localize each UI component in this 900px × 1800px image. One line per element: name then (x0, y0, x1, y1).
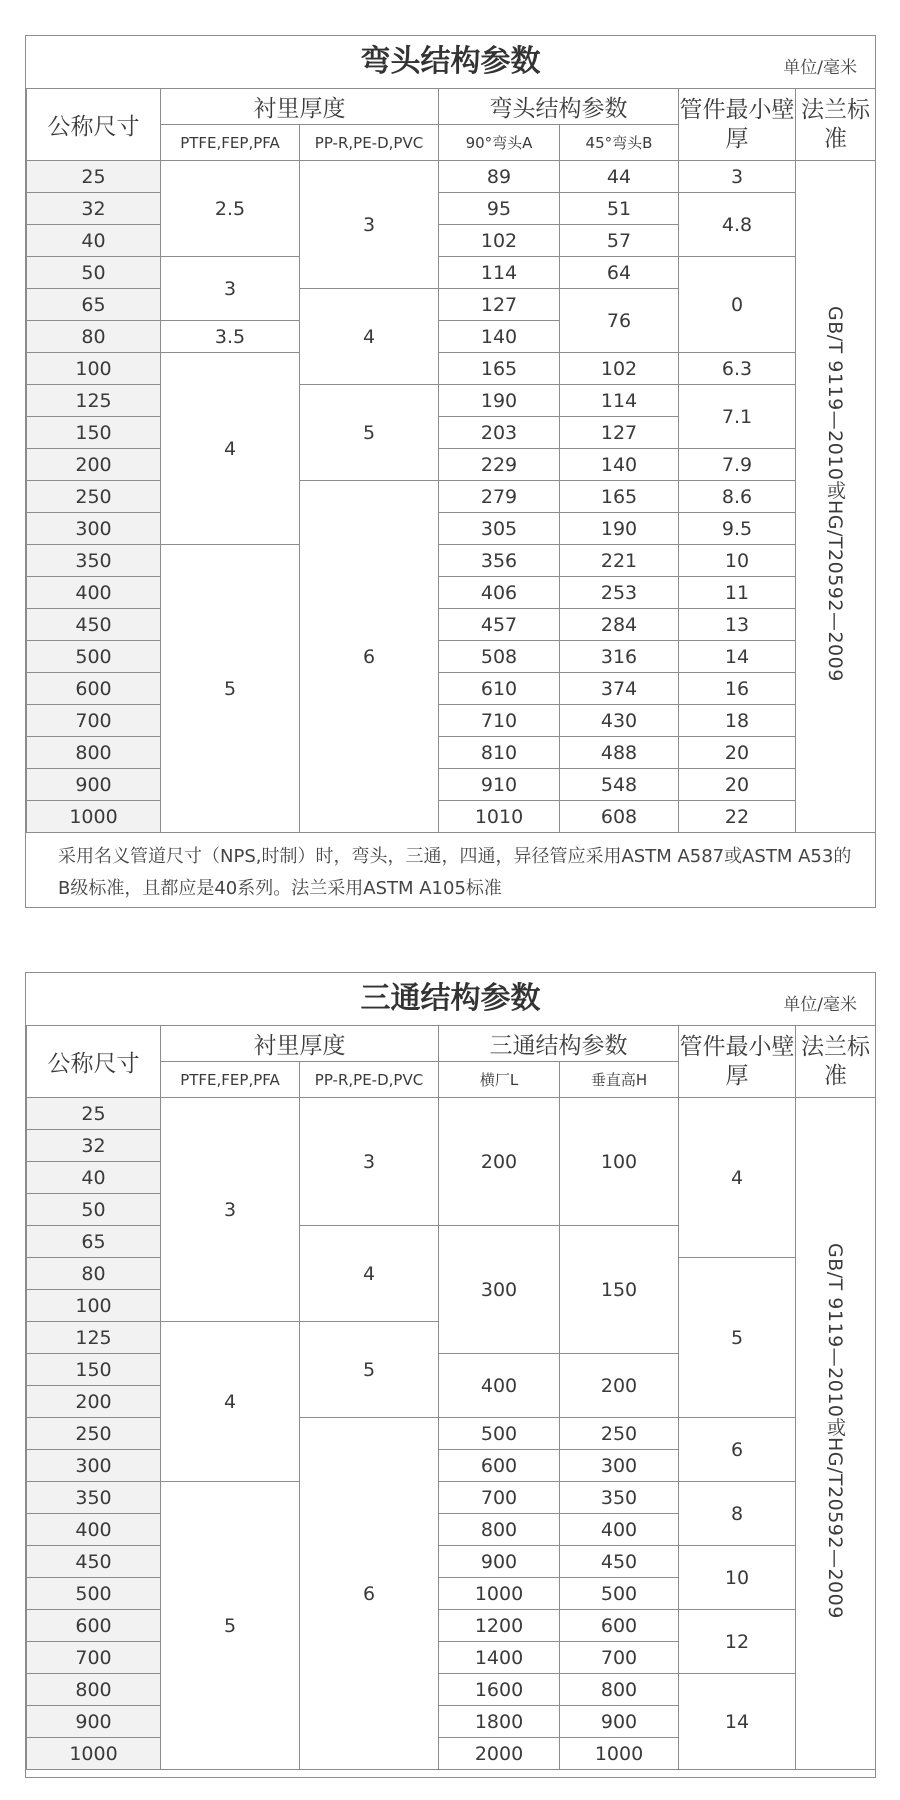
nominal-size-cell: 600 (27, 673, 161, 705)
elbow-unit-label: 单位/毫米 (783, 58, 857, 78)
tee-h-cell: 350 (560, 1482, 679, 1514)
wall-cell: 4 (679, 1098, 796, 1258)
tee-l-cell: 1200 (439, 1610, 560, 1642)
wall-cell: 18 (679, 705, 796, 737)
nominal-size-cell: 150 (27, 1354, 161, 1386)
header-lining-thickness: 衬里厚度 (161, 89, 439, 125)
elbow-a-cell: 610 (439, 673, 560, 705)
nominal-size-cell: 250 (27, 1418, 161, 1450)
tee-h-cell: 800 (560, 1674, 679, 1706)
elbow-a-cell: 95 (439, 193, 560, 225)
tee-h-cell: 200 (560, 1354, 679, 1418)
lining-a-cell: 4 (161, 353, 300, 545)
tee-l-cell: 700 (439, 1482, 560, 1514)
tee-h-cell: 300 (560, 1450, 679, 1482)
wall-cell: 8 (679, 1482, 796, 1546)
tee-l-cell: 600 (439, 1450, 560, 1482)
nominal-size-cell: 65 (27, 1226, 161, 1258)
header-elbow-45b: 45°弯头B (560, 125, 679, 161)
elbow-a-cell: 457 (439, 609, 560, 641)
elbow-b-cell: 253 (560, 577, 679, 609)
elbow-table-title: 弯头结构参数 (360, 44, 541, 79)
header-flange-standard: 法兰标准 (796, 89, 876, 161)
elbow-a-cell: 1010 (439, 801, 560, 833)
lining-a-cell: 5 (161, 545, 300, 833)
tee-l-cell: 300 (439, 1226, 560, 1354)
nominal-size-cell: 65 (27, 289, 161, 321)
nominal-size-cell: 100 (27, 1290, 161, 1322)
elbow-a-cell: 279 (439, 481, 560, 513)
nominal-size-cell: 600 (27, 1610, 161, 1642)
elbow-table (26, 88, 876, 833)
tee-table-title: 三通结构参数 (360, 981, 541, 1016)
header-lining-thickness: 衬里厚度 (161, 1026, 439, 1062)
elbow-a-cell: 406 (439, 577, 560, 609)
tee-h-cell: 700 (560, 1642, 679, 1674)
elbow-a-cell: 140 (439, 321, 560, 353)
elbow-a-cell: 102 (439, 225, 560, 257)
elbow-b-cell: 548 (560, 769, 679, 801)
flange-standard-text: GB/T 9119—2010或HG/T20592—2009 (824, 306, 846, 682)
tee-unit-label: 单位/毫米 (783, 995, 857, 1015)
nominal-size-cell: 450 (27, 1546, 161, 1578)
tee-l-cell: 2000 (439, 1738, 560, 1770)
elbow-b-cell: 430 (560, 705, 679, 737)
tee-parameters-panel (25, 972, 876, 1778)
lining-a-cell: 3.5 (161, 321, 300, 353)
nominal-size-cell: 125 (27, 1322, 161, 1354)
wall-cell: 10 (679, 1546, 796, 1610)
wall-cell: 12 (679, 1610, 796, 1674)
nominal-size-cell: 125 (27, 385, 161, 417)
wall-cell: 20 (679, 769, 796, 801)
header-lining-pp: PP-R,PE-D,PVC (300, 125, 439, 161)
elbow-b-cell: 57 (560, 225, 679, 257)
tee-h-cell: 150 (560, 1226, 679, 1354)
lining-b-cell: 5 (300, 1322, 439, 1418)
elbow-a-cell: 356 (439, 545, 560, 577)
header-min-wall-thickness: 管件最小壁厚 (679, 1026, 796, 1098)
elbow-b-cell: 488 (560, 737, 679, 769)
wall-cell: 7.1 (679, 385, 796, 449)
nominal-size-cell: 500 (27, 1578, 161, 1610)
flange-standard-text: GB/T 9119—2010或HG/T20592—2009 (824, 1243, 846, 1619)
wall-cell: 20 (679, 737, 796, 769)
tee-h-cell: 400 (560, 1514, 679, 1546)
nominal-size-cell: 40 (27, 225, 161, 257)
header-lining-pp: PP-R,PE-D,PVC (300, 1062, 439, 1098)
nominal-size-cell: 25 (27, 1098, 161, 1130)
nominal-size-cell: 200 (27, 1386, 161, 1418)
nominal-size-cell: 700 (27, 705, 161, 737)
tee-h-cell: 1000 (560, 1738, 679, 1770)
tee-h-cell: 900 (560, 1706, 679, 1738)
elbow-a-cell: 508 (439, 641, 560, 673)
lining-b-cell: 4 (300, 289, 439, 385)
elbow-table-note: 采用名义管道尺寸（NPS,时制）时，弯头，三通，四通，异径管应采用ASTM A587或ASTM A53的B级标准，且都应是40系列。法兰采用ASTM A105标准 (58, 846, 852, 899)
nominal-size-cell: 25 (27, 161, 161, 193)
elbow-b-cell: 51 (560, 193, 679, 225)
elbow-b-cell: 165 (560, 481, 679, 513)
elbow-parameters-panel (25, 35, 876, 908)
nominal-size-cell: 1000 (27, 1738, 161, 1770)
wall-cell: 13 (679, 609, 796, 641)
nominal-size-cell: 200 (27, 449, 161, 481)
elbow-b-cell: 44 (560, 161, 679, 193)
elbow-b-cell: 374 (560, 673, 679, 705)
wall-cell: 14 (679, 1674, 796, 1770)
tee-h-cell: 600 (560, 1610, 679, 1642)
elbow-a-cell: 305 (439, 513, 560, 545)
wall-cell: 5 (679, 1258, 796, 1418)
header-nominal-size: 公称尺寸 (27, 89, 161, 161)
tee-l-cell: 1400 (439, 1642, 560, 1674)
elbow-b-cell: 608 (560, 801, 679, 833)
wall-cell: 3 (679, 161, 796, 193)
wall-cell: 4.8 (679, 193, 796, 257)
lining-b-cell: 3 (300, 161, 439, 289)
wall-cell: 8.6 (679, 481, 796, 513)
nominal-size-cell: 900 (27, 1706, 161, 1738)
elbow-b-cell: 221 (560, 545, 679, 577)
elbow-a-cell: 810 (439, 737, 560, 769)
elbow-a-cell: 190 (439, 385, 560, 417)
lining-a-cell: 5 (161, 1482, 300, 1770)
lining-b-cell: 4 (300, 1226, 439, 1322)
tee-table (26, 1025, 876, 1770)
nominal-size-cell: 350 (27, 545, 161, 577)
lining-a-cell: 4 (161, 1322, 300, 1482)
elbow-a-cell: 89 (439, 161, 560, 193)
elbow-b-cell: 114 (560, 385, 679, 417)
elbow-a-cell: 114 (439, 257, 560, 289)
elbow-b-cell: 64 (560, 257, 679, 289)
tee-l-cell: 1000 (439, 1578, 560, 1610)
nominal-size-cell: 50 (27, 257, 161, 289)
header-lining-ptfe: PTFE,FEP,PFA (161, 1062, 300, 1098)
nominal-size-cell: 700 (27, 1642, 161, 1674)
elbow-b-cell: 316 (560, 641, 679, 673)
lining-b-cell: 5 (300, 385, 439, 481)
tee-h-cell: 250 (560, 1418, 679, 1450)
tee-l-cell: 500 (439, 1418, 560, 1450)
tee-l-cell: 400 (439, 1354, 560, 1418)
header-elbow-structure: 弯头结构参数 (439, 89, 679, 125)
header-min-wall-thickness: 管件最小壁厚 (679, 89, 796, 161)
lining-b-cell: 3 (300, 1098, 439, 1226)
header-nominal-size: 公称尺寸 (27, 1026, 161, 1098)
elbow-a-cell: 127 (439, 289, 560, 321)
nominal-size-cell: 32 (27, 193, 161, 225)
wall-cell: 11 (679, 577, 796, 609)
nominal-size-cell: 500 (27, 641, 161, 673)
wall-cell: 0 (679, 257, 796, 353)
nominal-size-cell: 40 (27, 1162, 161, 1194)
tee-h-cell: 500 (560, 1578, 679, 1610)
header-lining-ptfe: PTFE,FEP,PFA (161, 125, 300, 161)
flange-standard-cell (796, 161, 876, 833)
elbow-b-cell: 190 (560, 513, 679, 545)
elbow-b-cell: 76 (560, 289, 679, 353)
wall-cell: 6.3 (679, 353, 796, 385)
elbow-b-cell: 102 (560, 353, 679, 385)
wall-cell: 22 (679, 801, 796, 833)
tee-l-cell: 900 (439, 1546, 560, 1578)
elbow-a-cell: 229 (439, 449, 560, 481)
tee-h-cell: 100 (560, 1098, 679, 1226)
lining-a-cell: 3 (161, 257, 300, 321)
nominal-size-cell: 900 (27, 769, 161, 801)
nominal-size-cell: 100 (27, 353, 161, 385)
wall-cell: 14 (679, 641, 796, 673)
nominal-size-cell: 800 (27, 737, 161, 769)
elbow-a-cell: 910 (439, 769, 560, 801)
nominal-size-cell: 350 (27, 1482, 161, 1514)
elbow-a-cell: 710 (439, 705, 560, 737)
elbow-a-cell: 165 (439, 353, 560, 385)
wall-cell: 6 (679, 1418, 796, 1482)
wall-cell: 9.5 (679, 513, 796, 545)
flange-standard-cell (796, 1098, 876, 1770)
header-flange-standard: 法兰标准 (796, 1026, 876, 1098)
tee-l-cell: 1600 (439, 1674, 560, 1706)
tee-h-cell: 450 (560, 1546, 679, 1578)
nominal-size-cell: 400 (27, 1514, 161, 1546)
elbow-b-cell: 284 (560, 609, 679, 641)
tee-l-cell: 200 (439, 1098, 560, 1226)
nominal-size-cell: 1000 (27, 801, 161, 833)
nominal-size-cell: 400 (27, 577, 161, 609)
nominal-size-cell: 32 (27, 1130, 161, 1162)
nominal-size-cell: 80 (27, 321, 161, 353)
wall-cell: 10 (679, 545, 796, 577)
elbow-b-cell: 127 (560, 417, 679, 449)
header-tee-height-h: 垂直高H (560, 1062, 679, 1098)
tee-l-cell: 800 (439, 1514, 560, 1546)
wall-cell: 16 (679, 673, 796, 705)
nominal-size-cell: 80 (27, 1258, 161, 1290)
nominal-size-cell: 250 (27, 481, 161, 513)
nominal-size-cell: 50 (27, 1194, 161, 1226)
nominal-size-cell: 800 (27, 1674, 161, 1706)
lining-a-cell: 2.5 (161, 161, 300, 257)
header-tee-length-l: 横厂L (439, 1062, 560, 1098)
elbow-a-cell: 203 (439, 417, 560, 449)
nominal-size-cell: 300 (27, 513, 161, 545)
nominal-size-cell: 450 (27, 609, 161, 641)
nominal-size-cell: 150 (27, 417, 161, 449)
nominal-size-cell: 300 (27, 1450, 161, 1482)
lining-a-cell: 3 (161, 1098, 300, 1322)
header-elbow-90a: 90°弯头A (439, 125, 560, 161)
wall-cell: 7.9 (679, 449, 796, 481)
lining-b-cell: 6 (300, 1418, 439, 1770)
header-tee-structure: 三通结构参数 (439, 1026, 679, 1062)
lining-b-cell: 6 (300, 481, 439, 833)
elbow-b-cell: 140 (560, 449, 679, 481)
tee-l-cell: 1800 (439, 1706, 560, 1738)
